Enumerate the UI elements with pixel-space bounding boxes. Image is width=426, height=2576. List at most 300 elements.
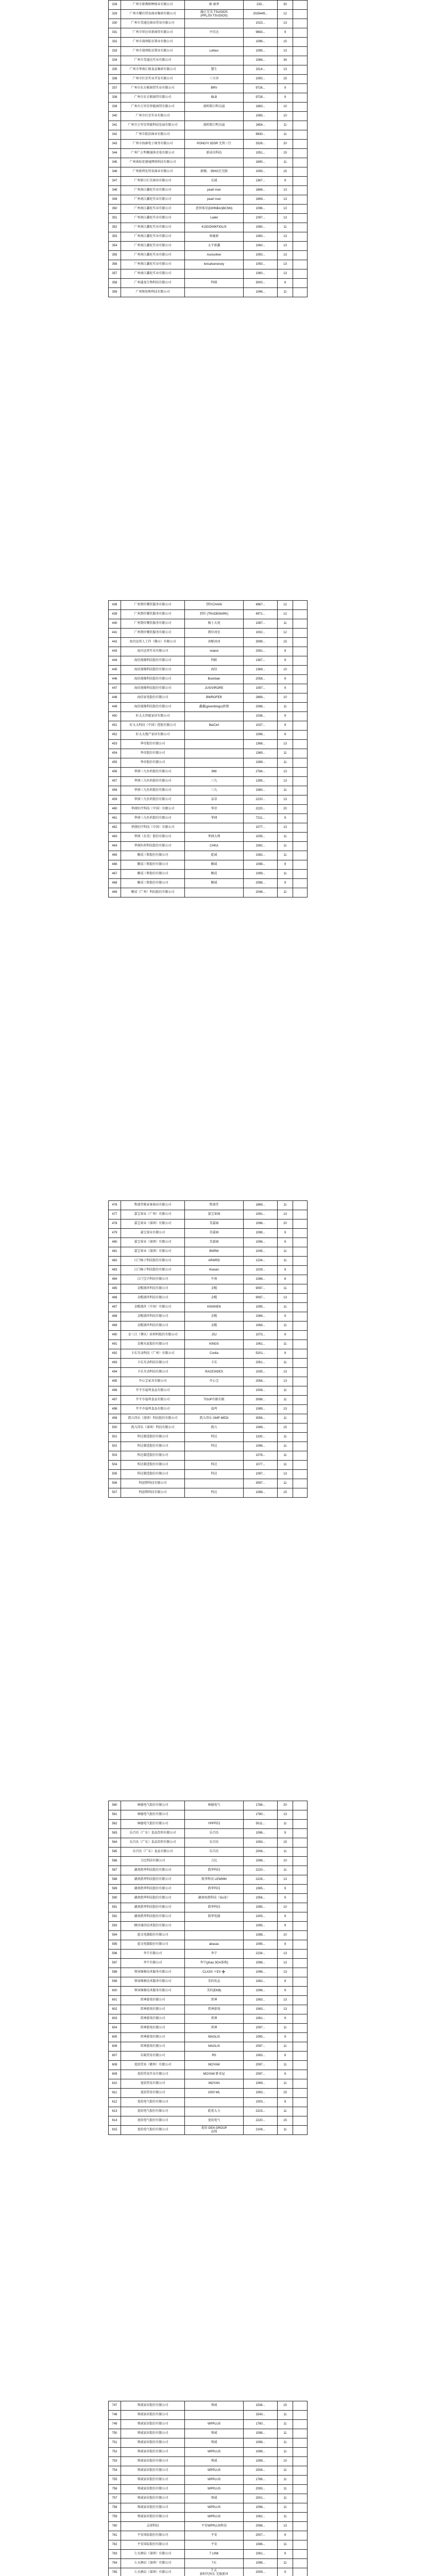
company-name: 广州市万里星智能商贸有限公司 bbox=[121, 103, 185, 112]
blank-cell bbox=[293, 10, 308, 19]
brand-name: JSJ bbox=[185, 1331, 244, 1340]
blank-cell bbox=[293, 1875, 308, 1885]
brand-name: 领诚 bbox=[185, 2438, 244, 2448]
brand-name: Kiaoan bbox=[185, 1266, 244, 1275]
row-number: 494 bbox=[109, 1368, 121, 1377]
registration-number: 2784... bbox=[244, 768, 278, 777]
table-row bbox=[109, 1294, 308, 1303]
table-row bbox=[109, 1479, 308, 1488]
blank-cell bbox=[293, 666, 308, 675]
blank-cell bbox=[293, 186, 308, 195]
row-number: 503 bbox=[109, 1451, 121, 1461]
registration-number: 1077... bbox=[244, 1461, 278, 1470]
table-row bbox=[109, 2550, 308, 2559]
blank-cell bbox=[293, 112, 308, 121]
brand-name bbox=[185, 1931, 244, 1940]
company-name: 金帽盛世科技有限公司 bbox=[121, 1321, 185, 1331]
row-number: 468 bbox=[109, 879, 121, 888]
blank-cell bbox=[293, 65, 308, 75]
class-number: 13 bbox=[278, 260, 293, 269]
registration-number: 1089... bbox=[244, 1405, 278, 1414]
blank-cell bbox=[293, 1442, 308, 1451]
blank-cell bbox=[293, 2014, 308, 2024]
table-row bbox=[109, 1312, 308, 1321]
class-number: 9 bbox=[278, 1229, 293, 1238]
table-row bbox=[109, 177, 308, 186]
brand-name: RS bbox=[185, 2052, 244, 2061]
registration-number: 1060... bbox=[244, 232, 278, 242]
blank-cell bbox=[293, 28, 308, 38]
brand-name: 海信 bbox=[185, 666, 244, 675]
company-name: 海信视像科技股份有限公司 bbox=[121, 656, 185, 666]
brand-name: 雷神 bbox=[185, 2014, 244, 2024]
table-row bbox=[109, 749, 308, 758]
registration-number: 1367... bbox=[244, 177, 278, 186]
table-row bbox=[109, 1433, 308, 1442]
row-number: 584 bbox=[109, 1838, 121, 1848]
company-name: 林德电气股份有限公司 bbox=[121, 1810, 185, 1820]
table-row bbox=[109, 1219, 308, 1229]
row-number: 481 bbox=[109, 1247, 121, 1257]
registration-number: 1066... bbox=[244, 56, 278, 65]
row-number: 496 bbox=[109, 1386, 121, 1396]
brand-name bbox=[185, 749, 244, 758]
brand-name: Ladel bbox=[185, 214, 244, 223]
company-name: 七天酒店（深圳）有限公司 bbox=[121, 2550, 185, 2559]
company-name: 龙铂贸易有限公司 bbox=[121, 2079, 185, 2089]
company-name: 领诚家居股份有限公司 bbox=[121, 2448, 185, 2457]
brand-name: 凯儿 bbox=[185, 1423, 244, 1433]
registration-number: 1089... bbox=[244, 758, 278, 768]
table-row bbox=[109, 260, 308, 269]
brand-name: 顺诚 bbox=[185, 879, 244, 888]
registration-number: 1097... bbox=[244, 214, 278, 223]
row-number: 330 bbox=[109, 19, 121, 28]
row-number: 457 bbox=[109, 777, 121, 786]
table-row bbox=[109, 1238, 308, 1247]
company-name: 卡乐互动科技有限公司 bbox=[121, 1359, 185, 1368]
brand-name: 视时昭目明良福 bbox=[185, 103, 244, 112]
registration-number: 2007... bbox=[244, 2531, 278, 2540]
registration-number: 1668... bbox=[244, 186, 278, 195]
class-number: 9 bbox=[278, 2550, 293, 2559]
table-row bbox=[109, 38, 308, 47]
company-name: 广州市深圳航星置业有限公司 bbox=[121, 47, 185, 56]
registration-number: 1788... bbox=[244, 1801, 278, 1810]
registration-number: 1003... bbox=[244, 2098, 278, 2107]
table-row bbox=[109, 1, 308, 10]
blank-cell bbox=[293, 712, 308, 721]
blank-cell bbox=[293, 786, 308, 795]
brand-name: KINSHEN bbox=[185, 1303, 244, 1312]
table-row bbox=[109, 1396, 308, 1405]
class-number: 12 bbox=[278, 10, 293, 19]
class-number: 9 bbox=[278, 84, 293, 93]
brand-name: 慧生 bbox=[185, 65, 244, 75]
table-row bbox=[109, 2098, 308, 2107]
brand-name: 力比 bbox=[185, 1857, 244, 1866]
registration-number: 1100... bbox=[244, 1433, 278, 1442]
row-number: 462 bbox=[109, 823, 121, 833]
brand-name: 林德电气 bbox=[185, 1801, 244, 1810]
blank-cell bbox=[293, 1959, 308, 1968]
class-number: 11 bbox=[278, 1284, 293, 1294]
company-name: 海信家电股份有限公司 bbox=[121, 693, 185, 703]
registration-number: 1060... bbox=[244, 242, 278, 251]
row-number: 757 bbox=[109, 2494, 121, 2503]
class-number: 13 bbox=[278, 232, 293, 242]
table-row bbox=[109, 786, 308, 795]
row-number: 345 bbox=[109, 158, 121, 167]
blank-cell bbox=[293, 1950, 308, 1959]
company-name: 广州到位餐饮服务有限公司 bbox=[121, 619, 185, 629]
blank-cell bbox=[293, 1829, 308, 1838]
registration-number: 1060... bbox=[244, 269, 278, 279]
row-number: 765 bbox=[109, 2568, 121, 2576]
registration-number: 1098... bbox=[244, 2503, 278, 2513]
blank-cell bbox=[293, 1433, 308, 1442]
blank-cell bbox=[293, 638, 308, 647]
blank-cell bbox=[293, 1838, 308, 1848]
registration-number: 1065... bbox=[244, 112, 278, 121]
row-number: 480 bbox=[109, 1238, 121, 1247]
table-row bbox=[109, 1451, 308, 1461]
blank-cell bbox=[293, 2033, 308, 2042]
blank-cell bbox=[293, 833, 308, 842]
brand-name: 龙铂电气 bbox=[185, 2116, 244, 2126]
blank-cell bbox=[293, 2448, 308, 2457]
table-row bbox=[109, 768, 308, 777]
class-number: 13 bbox=[278, 205, 293, 214]
registration-number: 4967... bbox=[244, 601, 278, 610]
class-number: 11 bbox=[278, 288, 293, 297]
registration-number: 1086... bbox=[244, 2540, 278, 2550]
class-number: 9 bbox=[278, 814, 293, 823]
brand-name: Boonban bbox=[185, 675, 244, 684]
class-number: 9 bbox=[278, 1238, 293, 1247]
class-number: 9 bbox=[278, 93, 293, 103]
class-number: 11 bbox=[278, 1442, 293, 1451]
registration-number: 1098... bbox=[244, 2448, 278, 2457]
table-row bbox=[109, 795, 308, 805]
class-number: 10 bbox=[278, 1857, 293, 1866]
class-number: 9 bbox=[278, 684, 293, 693]
company-name: 领诚家居股份有限公司 bbox=[121, 2494, 185, 2503]
registration-number: 1095... bbox=[244, 1922, 278, 1931]
company-name: 七天酒店（深圳）有限公司 bbox=[121, 2568, 185, 2576]
registration-number: 1690... bbox=[244, 158, 278, 167]
row-number: 329 bbox=[109, 10, 121, 19]
company-name: 嘉宝果业有限公司 bbox=[121, 1229, 185, 1238]
registry-table bbox=[108, 1200, 308, 1498]
registration-number: 1082... bbox=[244, 842, 278, 851]
company-name: 华润医疗科技（中国）有限公司 bbox=[121, 805, 185, 814]
blank-cell bbox=[293, 1977, 308, 1987]
table-row bbox=[109, 84, 308, 93]
table-row bbox=[109, 56, 308, 65]
brand-name: WPPLUS bbox=[185, 2420, 244, 2429]
blank-cell bbox=[293, 251, 308, 260]
class-number: 13 bbox=[278, 1996, 293, 2005]
table-row bbox=[109, 75, 308, 84]
row-number: 587 bbox=[109, 1866, 121, 1875]
class-number: 9 bbox=[278, 1987, 293, 1996]
table-row bbox=[109, 2559, 308, 2568]
row-number: 348 bbox=[109, 186, 121, 195]
brand-name: 美嘉园 bbox=[185, 1219, 244, 1229]
brand-name: MOYAW bbox=[185, 2061, 244, 2070]
row-number: 589 bbox=[109, 1885, 121, 1894]
row-number: 338 bbox=[109, 93, 121, 103]
blank-cell bbox=[293, 2466, 308, 2476]
registration-number: 1087... bbox=[244, 619, 278, 629]
class-number: 10 bbox=[278, 112, 293, 121]
table-row bbox=[109, 2042, 308, 2052]
company-name: 华润（东莞）股份有限公司 bbox=[121, 833, 185, 842]
table-row bbox=[109, 2540, 308, 2550]
brand-name bbox=[185, 1810, 244, 1820]
row-number: 580 bbox=[109, 1801, 121, 1810]
row-number: 759 bbox=[109, 2513, 121, 2522]
blank-cell bbox=[293, 2494, 308, 2503]
brand-name: 嘉宝果园 bbox=[185, 1210, 244, 1219]
class-number: 11 bbox=[278, 2513, 293, 2522]
class-number: 11 bbox=[278, 2438, 293, 2448]
registration-number: 1098... bbox=[244, 731, 278, 740]
registry-table bbox=[108, 2401, 308, 2576]
registration-number: 1045... bbox=[244, 1247, 278, 1257]
table-row bbox=[109, 2522, 308, 2531]
brand-name: 凯华电器 bbox=[185, 1912, 244, 1922]
company-name: 龙铂电气股份有限公司 bbox=[121, 2126, 185, 2135]
class-number: 11 bbox=[278, 2476, 293, 2485]
company-name: 领诚家居股份有限公司 bbox=[121, 2420, 185, 2429]
brand-name: WPPLUS bbox=[185, 2503, 244, 2513]
brand-name: 湖南鱼凯科技（Go家） bbox=[185, 1894, 244, 1903]
blank-cell bbox=[293, 1294, 308, 1303]
row-number: 469 bbox=[109, 888, 121, 897]
company-name: 领导维修技术服务有限公司 bbox=[121, 1977, 185, 1987]
table-row bbox=[109, 2033, 308, 2042]
row-number: 455 bbox=[109, 758, 121, 768]
table-row bbox=[109, 2116, 308, 2126]
registration-number: 1096... bbox=[244, 1968, 278, 1977]
row-number: 328 bbox=[109, 1, 121, 10]
company-name: 广州市航信商业有限公司 bbox=[121, 130, 185, 140]
blank-cell bbox=[293, 1321, 308, 1331]
row-number: 599 bbox=[109, 1977, 121, 1987]
blank-cell bbox=[293, 675, 308, 684]
table-row bbox=[109, 888, 308, 897]
brand-name: 冰鲸冰冰 bbox=[185, 638, 244, 647]
class-number: 11 bbox=[278, 1386, 293, 1396]
brand-name bbox=[185, 288, 244, 297]
class-number: 9 bbox=[278, 656, 293, 666]
registration-number: 3098... bbox=[244, 1396, 278, 1405]
brand-name bbox=[185, 1922, 244, 1931]
company-name: 开平市福鸡食品有限公司 bbox=[121, 1386, 185, 1396]
brand-name bbox=[185, 712, 244, 721]
brand-name: 平安WPPLUS科技 bbox=[185, 2522, 244, 2531]
company-name: 科达制造股份有限公司 bbox=[121, 1442, 185, 1451]
row-number: 486 bbox=[109, 1294, 121, 1303]
row-number: 754 bbox=[109, 2466, 121, 2476]
company-name: 华润医药科技股份有限公司 bbox=[121, 842, 185, 851]
class-number: 13 bbox=[278, 1405, 293, 1414]
brand-name: 三九 bbox=[185, 786, 244, 795]
table-row bbox=[109, 167, 308, 177]
brand-name: ARWRD bbox=[185, 1257, 244, 1266]
class-number: 13 bbox=[278, 47, 293, 56]
class-number: 11 bbox=[278, 619, 293, 629]
row-number: 343 bbox=[109, 140, 121, 149]
row-number: 448 bbox=[109, 693, 121, 703]
brand-name: 乐百氏 bbox=[185, 1838, 244, 1848]
brand-name: 到位CHAIN bbox=[185, 601, 244, 610]
blank-cell bbox=[293, 860, 308, 870]
table-row bbox=[109, 2126, 308, 2135]
blank-cell bbox=[293, 888, 308, 897]
class-number: 8 bbox=[278, 2052, 293, 2061]
registration-number: 1096... bbox=[244, 1219, 278, 1229]
row-number: 332 bbox=[109, 38, 121, 47]
company-name: 湖南凯华科技股份有限公司 bbox=[121, 1885, 185, 1894]
registration-number: 2106... bbox=[244, 2126, 278, 2135]
registration-number: 2097... bbox=[244, 2042, 278, 2052]
row-number: 764 bbox=[109, 2559, 121, 2568]
table-row bbox=[109, 195, 308, 205]
table-row bbox=[109, 1405, 308, 1414]
brand-name: 福鸡 bbox=[185, 1405, 244, 1414]
registration-number: 3326... bbox=[244, 140, 278, 149]
table-row bbox=[109, 2061, 308, 2070]
class-number: 11 bbox=[278, 2024, 293, 2033]
row-number: 598 bbox=[109, 1968, 121, 1977]
company-name: 金三江（肇庆）硅材料股份有限公司 bbox=[121, 1331, 185, 1340]
table-row bbox=[109, 288, 308, 297]
registration-number: 9726... bbox=[244, 84, 278, 93]
row-number: 750 bbox=[109, 2429, 121, 2438]
table-row bbox=[109, 2513, 308, 2522]
class-number: 11 bbox=[278, 1820, 293, 1829]
brand-name: 金帽 bbox=[185, 1321, 244, 1331]
table-row bbox=[109, 1461, 308, 1470]
registration-number: 1008... bbox=[244, 1386, 278, 1396]
row-number: 612 bbox=[109, 2098, 121, 2107]
registration-number: 1367... bbox=[244, 656, 278, 666]
table-row bbox=[109, 638, 308, 647]
blank-cell bbox=[293, 1257, 308, 1266]
blank-cell bbox=[293, 2061, 308, 2070]
brand-name: 顺成 bbox=[185, 870, 244, 879]
company-name: 广州市智达亚新商贸有限公司 bbox=[121, 28, 185, 38]
blank-cell bbox=[293, 2503, 308, 2513]
registration-number: 1869... bbox=[244, 1201, 278, 1210]
registration-number: 2001... bbox=[244, 2494, 278, 2503]
table-row bbox=[109, 232, 308, 242]
table-row bbox=[109, 758, 308, 768]
brand-name bbox=[185, 56, 244, 65]
company-name: 科达制造股份有限公司 bbox=[121, 1433, 185, 1442]
company-name: 广州市美通达商业贸易有限公司 bbox=[121, 19, 185, 28]
row-number: 342 bbox=[109, 130, 121, 140]
table-row bbox=[109, 1340, 308, 1349]
registration-number: 1098... bbox=[244, 1229, 278, 1238]
company-name: 领诚家居股份有限公司 bbox=[121, 2401, 185, 2411]
blank-cell bbox=[293, 167, 308, 177]
company-name: 广州市新淘树种植业有限公司 bbox=[121, 1, 185, 10]
company-name: 科恩斯科技有限公司 bbox=[121, 1488, 185, 1498]
brand-name: 乾瓷大力 bbox=[185, 2107, 244, 2116]
class-number: 13 bbox=[278, 2522, 293, 2531]
blank-cell bbox=[293, 1247, 308, 1257]
table-row bbox=[109, 1810, 308, 1820]
class-number: 9 bbox=[278, 1912, 293, 1922]
registration-number: 2220... bbox=[244, 1866, 278, 1875]
row-number: 334 bbox=[109, 56, 121, 65]
blank-cell bbox=[293, 2107, 308, 2116]
table-row bbox=[109, 2485, 308, 2494]
table-row bbox=[109, 2052, 308, 2061]
blank-cell bbox=[293, 1885, 308, 1894]
brand-name: 视时昭目明良福 bbox=[185, 121, 244, 130]
company-name: 华润三九医药股份有限公司 bbox=[121, 768, 185, 777]
registration-number: 2008... bbox=[244, 2466, 278, 2476]
class-number: 13 bbox=[278, 65, 293, 75]
blank-cell bbox=[293, 1219, 308, 1229]
class-number: 20 bbox=[278, 805, 293, 814]
class-number: 9 bbox=[278, 1922, 293, 1931]
company-name: 江门杨子科技股份有限公司 bbox=[121, 1266, 185, 1275]
blank-cell bbox=[293, 647, 308, 656]
brand-name: 龙铂 GEN GROUP 品保 bbox=[185, 2126, 244, 2135]
company-name: 海昌运营实业有限公司 bbox=[121, 647, 185, 656]
company-name: 海信视像科技股份有限公司 bbox=[121, 666, 185, 675]
row-number: 438 bbox=[109, 601, 121, 610]
company-name: 广州南江鑫旺实业有限公司 bbox=[121, 251, 185, 260]
row-number: 352 bbox=[109, 223, 121, 232]
brand-name: KIJG/DINKFIGLIS bbox=[185, 223, 244, 232]
row-number: 478 bbox=[109, 1219, 121, 1229]
company-name: 广州到位餐饮服务有限公司 bbox=[121, 601, 185, 610]
row-number: 615 bbox=[109, 2126, 121, 2135]
row-number: 456 bbox=[109, 768, 121, 777]
row-number: 600 bbox=[109, 1987, 121, 1996]
row-number: 446 bbox=[109, 675, 121, 684]
company-name: 广州南江鑫旺实业有限公司 bbox=[121, 242, 185, 251]
registration-number: 1514... bbox=[244, 65, 278, 75]
company-name: 顺成三和股份有限公司 bbox=[121, 860, 185, 870]
registration-number: 1086... bbox=[244, 1275, 278, 1284]
table-row bbox=[109, 1275, 308, 1284]
class-number: 11 bbox=[278, 833, 293, 842]
class-number: 9 bbox=[278, 1940, 293, 1950]
company-name: 焦盛堂陈家客商业有限公司 bbox=[121, 1201, 185, 1210]
brand-name bbox=[185, 19, 244, 28]
brand-name: 科达 bbox=[185, 1488, 244, 1498]
blank-cell bbox=[293, 38, 308, 47]
row-number: 344 bbox=[109, 149, 121, 158]
brand-name: YPP科技 bbox=[185, 1820, 244, 1829]
class-number: 13 bbox=[278, 242, 293, 251]
table-row bbox=[109, 65, 308, 75]
company-name: 七天酒店（深圳）有限公司 bbox=[121, 2559, 185, 2568]
company-name: 领诚家居股份有限公司 bbox=[121, 2513, 185, 2522]
company-name: 华润三九医药股份有限公司 bbox=[121, 795, 185, 805]
brand-name: WPPLUS bbox=[185, 2476, 244, 2485]
company-name: 广州新日汇佳商业有限公司 bbox=[121, 177, 185, 186]
table-row bbox=[109, 619, 308, 629]
